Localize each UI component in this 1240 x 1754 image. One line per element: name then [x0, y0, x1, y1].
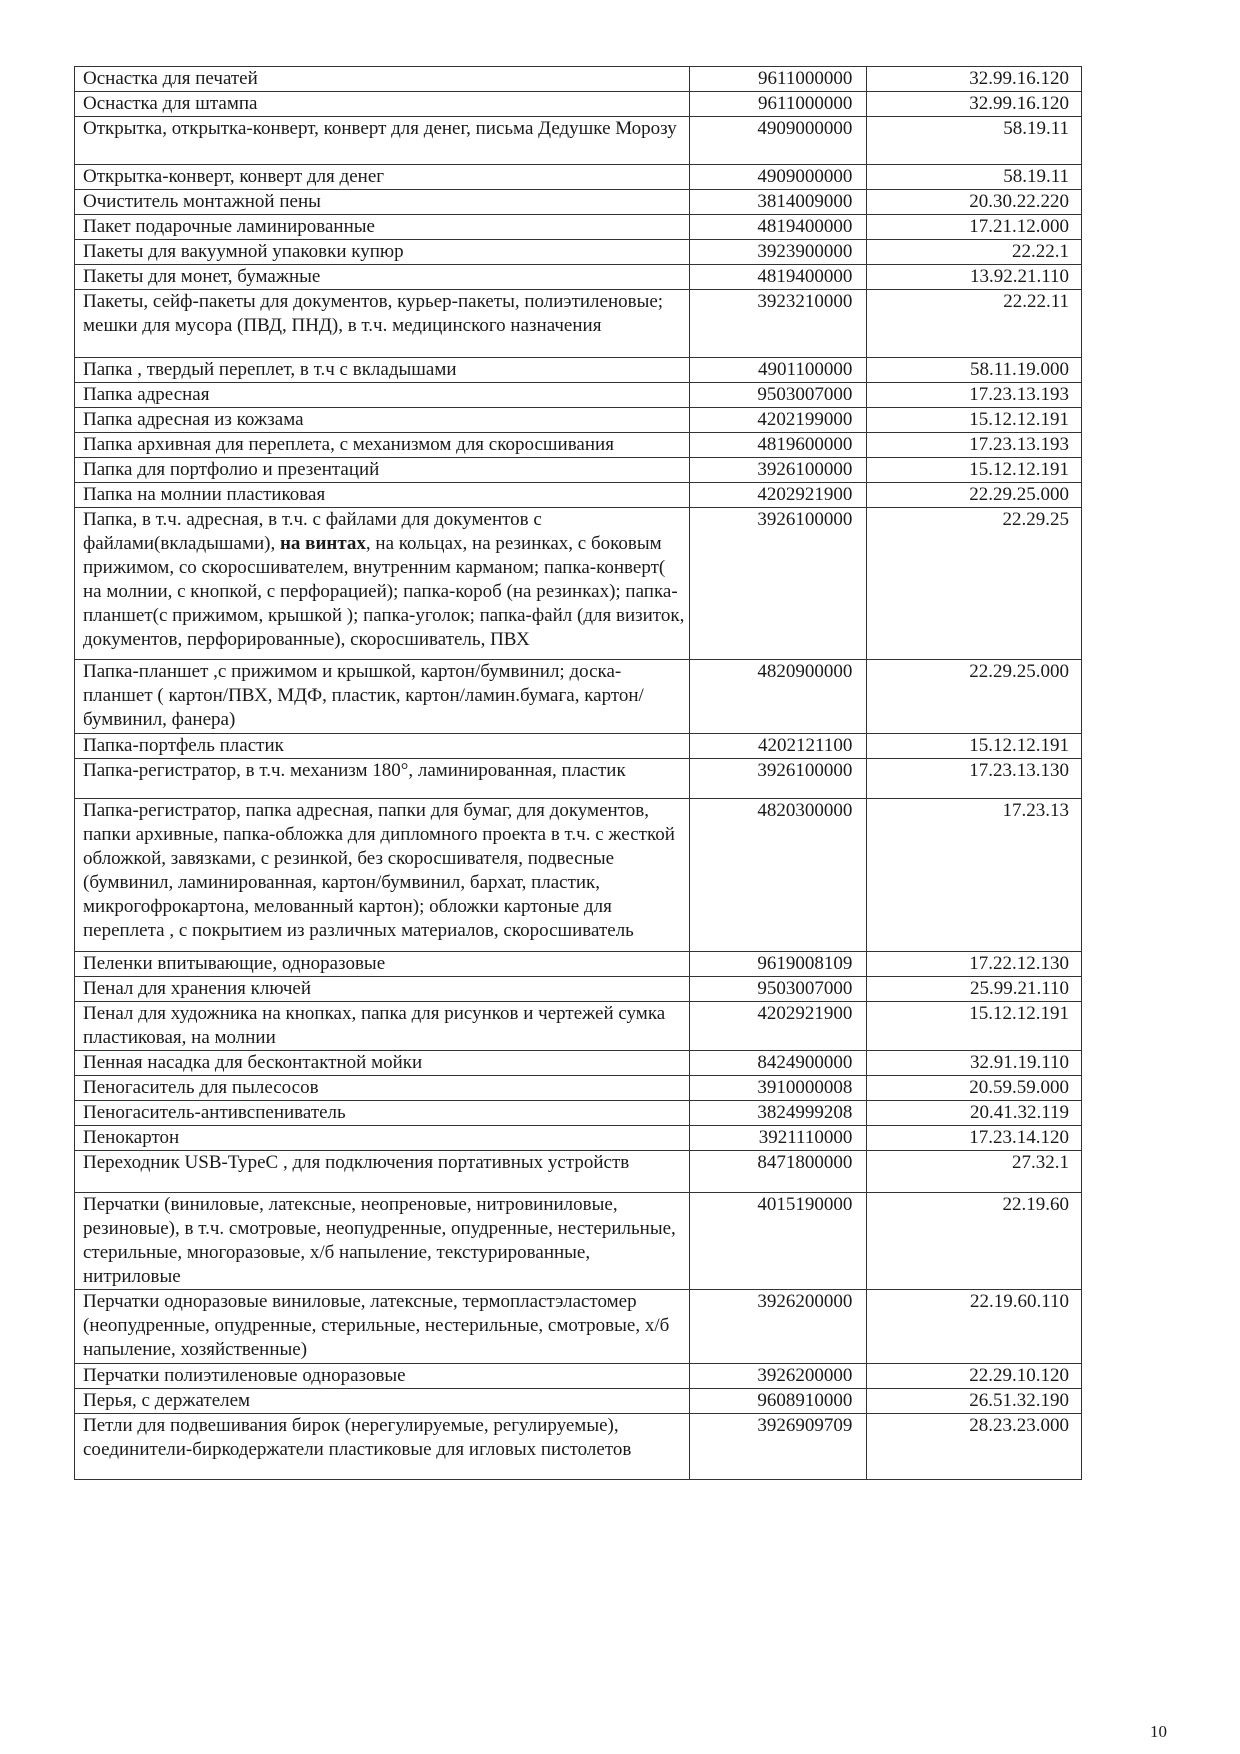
tnved-code-cell: 3814009000	[689, 190, 867, 215]
item-name-cell: Перья, с держателем	[75, 1389, 690, 1414]
items-table	[74, 66, 1082, 1480]
okpd2-code-cell: 22.19.60.110	[867, 1290, 1082, 1364]
okpd2-code-cell: 15.12.12.191	[867, 1002, 1082, 1051]
table-row	[75, 1193, 1082, 1290]
okpd2-code-cell: 32.99.16.120	[867, 92, 1082, 117]
table-row	[75, 1151, 1082, 1193]
table-row	[75, 190, 1082, 215]
item-name-cell: Пенал для хранения ключей	[75, 977, 690, 1002]
okpd2-code-cell: 20.30.22.220	[867, 190, 1082, 215]
okpd2-code-cell: 26.51.32.190	[867, 1389, 1082, 1414]
item-name-cell: Пакеты для монет, бумажные	[75, 265, 690, 290]
item-name-cell: Папка , твердый переплет, в т.ч с вкладышами	[75, 358, 690, 383]
tnved-code-cell: 3926100000	[689, 759, 867, 799]
table-row	[75, 92, 1082, 117]
okpd2-code-cell: 17.23.13	[867, 799, 1082, 952]
table-row	[75, 117, 1082, 165]
item-name-text: Папка, в т.ч. адресная, в т.ч. с файлами для документов с файлами(вкладышами),	[83, 509, 542, 554]
okpd2-code-cell: 17.23.13.193	[867, 383, 1082, 408]
item-name-cell: Папка архивная для переплета, с механизмом для скоросшивания	[75, 433, 690, 458]
okpd2-code-cell: 22.29.10.120	[867, 1364, 1082, 1389]
item-name-cell: Папка адресная из кожзама	[75, 408, 690, 433]
table-row	[75, 1290, 1082, 1364]
table-row	[75, 1126, 1082, 1151]
item-name-cell: Папка для портфолио и презентаций	[75, 458, 690, 483]
item-name-cell: Оснастка для штампа	[75, 92, 690, 117]
table-row	[75, 1051, 1082, 1076]
okpd2-code-cell: 13.92.21.110	[867, 265, 1082, 290]
okpd2-code-cell: 15.12.12.191	[867, 458, 1082, 483]
table-row	[75, 660, 1082, 734]
tnved-code-cell: 8424900000	[689, 1051, 867, 1076]
okpd2-code-cell: 58.19.11	[867, 165, 1082, 190]
okpd2-code-cell: 27.32.1	[867, 1151, 1082, 1193]
tnved-code-cell: 3926200000	[689, 1290, 867, 1364]
tnved-code-cell: 4202199000	[689, 408, 867, 433]
tnved-code-cell: 4819400000	[689, 265, 867, 290]
okpd2-code-cell: 17.23.14.120	[867, 1126, 1082, 1151]
okpd2-code-cell: 58.19.11	[867, 117, 1082, 165]
item-name-cell: Папка-планшет ,с прижимом и крышкой, картон/бумвинил; доска-планшет ( картон/ПВХ, МДФ, пластик, картон/ламин.бумага, картон/бумвинил, фанера)	[75, 660, 690, 734]
okpd2-code-cell: 22.29.25	[867, 508, 1082, 660]
tnved-code-cell: 4820300000	[689, 799, 867, 952]
tnved-code-cell: 3926100000	[689, 508, 867, 660]
item-name-cell: Пакет подарочные ламинированные	[75, 215, 690, 240]
item-name-cell: Пеногаситель для пылесосов	[75, 1076, 690, 1101]
tnved-code-cell: 9608910000	[689, 1389, 867, 1414]
item-name-cell: Пенная насадка для бесконтактной мойки	[75, 1051, 690, 1076]
tnved-code-cell: 4202121100	[689, 734, 867, 759]
item-name-cell: Открытка-конверт, конверт для денег	[75, 165, 690, 190]
okpd2-code-cell: 22.22.1	[867, 240, 1082, 265]
item-name-cell: Оснастка для печатей	[75, 67, 690, 92]
tnved-code-cell: 4909000000	[689, 117, 867, 165]
tnved-code-cell: 4909000000	[689, 165, 867, 190]
tnved-code-cell: 9611000000	[689, 67, 867, 92]
table-row	[75, 1389, 1082, 1414]
table-row	[75, 1414, 1082, 1480]
okpd2-code-cell: 22.29.25.000	[867, 483, 1082, 508]
table-row	[75, 408, 1082, 433]
table-row	[75, 1364, 1082, 1389]
item-name-cell: Пакеты для вакуумной упаковки купюр	[75, 240, 690, 265]
item-name-cell: Переходник USB-TypeC , для подключения портативных устройств	[75, 1151, 690, 1193]
item-name-cell: Пеленки впитывающие, одноразовые	[75, 952, 690, 977]
okpd2-code-cell: 22.19.60	[867, 1193, 1082, 1290]
okpd2-code-cell: 17.23.13.193	[867, 433, 1082, 458]
okpd2-code-cell: 25.99.21.110	[867, 977, 1082, 1002]
table-row	[75, 1002, 1082, 1051]
okpd2-code-cell: 20.41.32.119	[867, 1101, 1082, 1126]
okpd2-code-cell: 22.22.11	[867, 290, 1082, 358]
okpd2-code-cell: 58.11.19.000	[867, 358, 1082, 383]
table-row	[75, 265, 1082, 290]
tnved-code-cell: 3923210000	[689, 290, 867, 358]
tnved-code-cell: 9503007000	[689, 977, 867, 1002]
table-row	[75, 215, 1082, 240]
tnved-code-cell: 3921110000	[689, 1126, 867, 1151]
item-name-cell: Пеногаситель-антивспениватель	[75, 1101, 690, 1126]
table-row	[75, 358, 1082, 383]
item-name-cell: Пенал для художника на кнопках, папка для рисунков и чертежей сумка пластиковая, на молнии	[75, 1002, 690, 1051]
table-row	[75, 759, 1082, 799]
item-name-cell: Очиститель монтажной пены	[75, 190, 690, 215]
tnved-code-cell: 3824999208	[689, 1101, 867, 1126]
item-name-cell: Пенокартон	[75, 1126, 690, 1151]
table-row	[75, 483, 1082, 508]
okpd2-code-cell: 20.59.59.000	[867, 1076, 1082, 1101]
okpd2-code-cell: 15.12.12.191	[867, 408, 1082, 433]
item-name-cell: Открытка, открытка-конверт, конверт для денег, письма Дедушке Морозу	[75, 117, 690, 165]
item-name-cell: Перчатки одноразовые виниловые, латексные, термопластэластомер (неопудренные, опудренные, стерильные, нестерильные, смотровые, х/б напыление, хозяйственные)	[75, 1290, 690, 1364]
table-row	[75, 977, 1082, 1002]
tnved-code-cell: 3910000008	[689, 1076, 867, 1101]
table-row	[75, 1076, 1082, 1101]
okpd2-code-cell: 15.12.12.191	[867, 734, 1082, 759]
table-row	[75, 67, 1082, 92]
table-row	[75, 165, 1082, 190]
tnved-code-cell: 8471800000	[689, 1151, 867, 1193]
items-table-body	[75, 67, 1082, 1480]
item-name-cell	[75, 508, 690, 660]
tnved-code-cell: 3926100000	[689, 458, 867, 483]
table-row	[75, 433, 1082, 458]
tnved-code-cell: 4202921900	[689, 1002, 867, 1051]
item-name-cell: Папка на молнии пластиковая	[75, 483, 690, 508]
tnved-code-cell: 4015190000	[689, 1193, 867, 1290]
tnved-code-cell: 9503007000	[689, 383, 867, 408]
item-name-cell: Папка-регистратор, в т.ч. механизм 180°, ламинированная, пластик	[75, 759, 690, 799]
tnved-code-cell: 4202921900	[689, 483, 867, 508]
tnved-code-cell: 3926200000	[689, 1364, 867, 1389]
tnved-code-cell: 3923900000	[689, 240, 867, 265]
tnved-code-cell: 9611000000	[689, 92, 867, 117]
item-name-cell: Папка-портфель пластик	[75, 734, 690, 759]
table-row	[75, 508, 1082, 660]
table-row	[75, 1101, 1082, 1126]
item-name-cell: Перчатки полиэтиленовые одноразовые	[75, 1364, 690, 1389]
tnved-code-cell: 4819600000	[689, 433, 867, 458]
okpd2-code-cell: 22.29.25.000	[867, 660, 1082, 734]
item-name-cell: Перчатки (виниловые, латексные, неопреновые, нитровиниловые, резиновые), в т.ч. смотровые, неопудренные, опудренные, нестерильные, стерильные, многоразовые, х/б напыление, текстурированные, нитриловые	[75, 1193, 690, 1290]
tnved-code-cell: 4820900000	[689, 660, 867, 734]
table-row	[75, 799, 1082, 952]
okpd2-code-cell: 17.23.13.130	[867, 759, 1082, 799]
table-row	[75, 734, 1082, 759]
item-name-cell: Петли для подвешивания бирок (нерегулируемые, регулируемые), соединители-биркодержатели пластиковые для игловых пистолетов	[75, 1414, 690, 1480]
table-row	[75, 458, 1082, 483]
item-name-cell: Пакеты, сейф-пакеты для документов, курьер-пакеты, полиэтиленовые; мешки для мусора (ПВД, ПНД), в т.ч. медицинского назначения	[75, 290, 690, 358]
okpd2-code-cell: 17.22.12.130	[867, 952, 1082, 977]
okpd2-code-cell: 17.21.12.000	[867, 215, 1082, 240]
item-name-emphasis: на винтах	[279, 533, 366, 554]
item-name-cell: Папка-регистратор, папка адресная, папки для бумаг, для документов, папки архивные, папка-обложка для дипломного проекта в т.ч. с жесткой обложкой, завязками, с резинкой, без скоросшивателя, подвесные (бумвинил, ламинированная, картон/бумвинил, бархат, пластик, микрогофрокартона, мелованный картон); обложки картоные для переплета , с покрытием из различных материалов, скоросшиватель	[75, 799, 690, 952]
tnved-code-cell: 9619008109	[689, 952, 867, 977]
okpd2-code-cell: 28.23.23.000	[867, 1414, 1082, 1480]
item-name-cell: Папка адресная	[75, 383, 690, 408]
table-row	[75, 240, 1082, 265]
okpd2-code-cell: 32.99.16.120	[867, 67, 1082, 92]
okpd2-code-cell: 32.91.19.110	[867, 1051, 1082, 1076]
tnved-code-cell: 4901100000	[689, 358, 867, 383]
tnved-code-cell: 3926909709	[689, 1414, 867, 1480]
table-row	[75, 952, 1082, 977]
item-name-text: , на кольцах, на резинках, с боковым прижимом, со скоросшивателем, внутренним карманом; папка-конверт( на молнии, с кнопкой, с перфорацией); папка-короб (на резинках); папка-планшет(с прижимом, крышкой ); папка-уголок; папка-файл (для визиток, документов, перфорированные), скоросшиватель, ПВХ	[83, 533, 685, 650]
table-row	[75, 290, 1082, 358]
tnved-code-cell: 4819400000	[689, 215, 867, 240]
table-row	[75, 383, 1082, 408]
page-number: 10	[1150, 1722, 1167, 1741]
